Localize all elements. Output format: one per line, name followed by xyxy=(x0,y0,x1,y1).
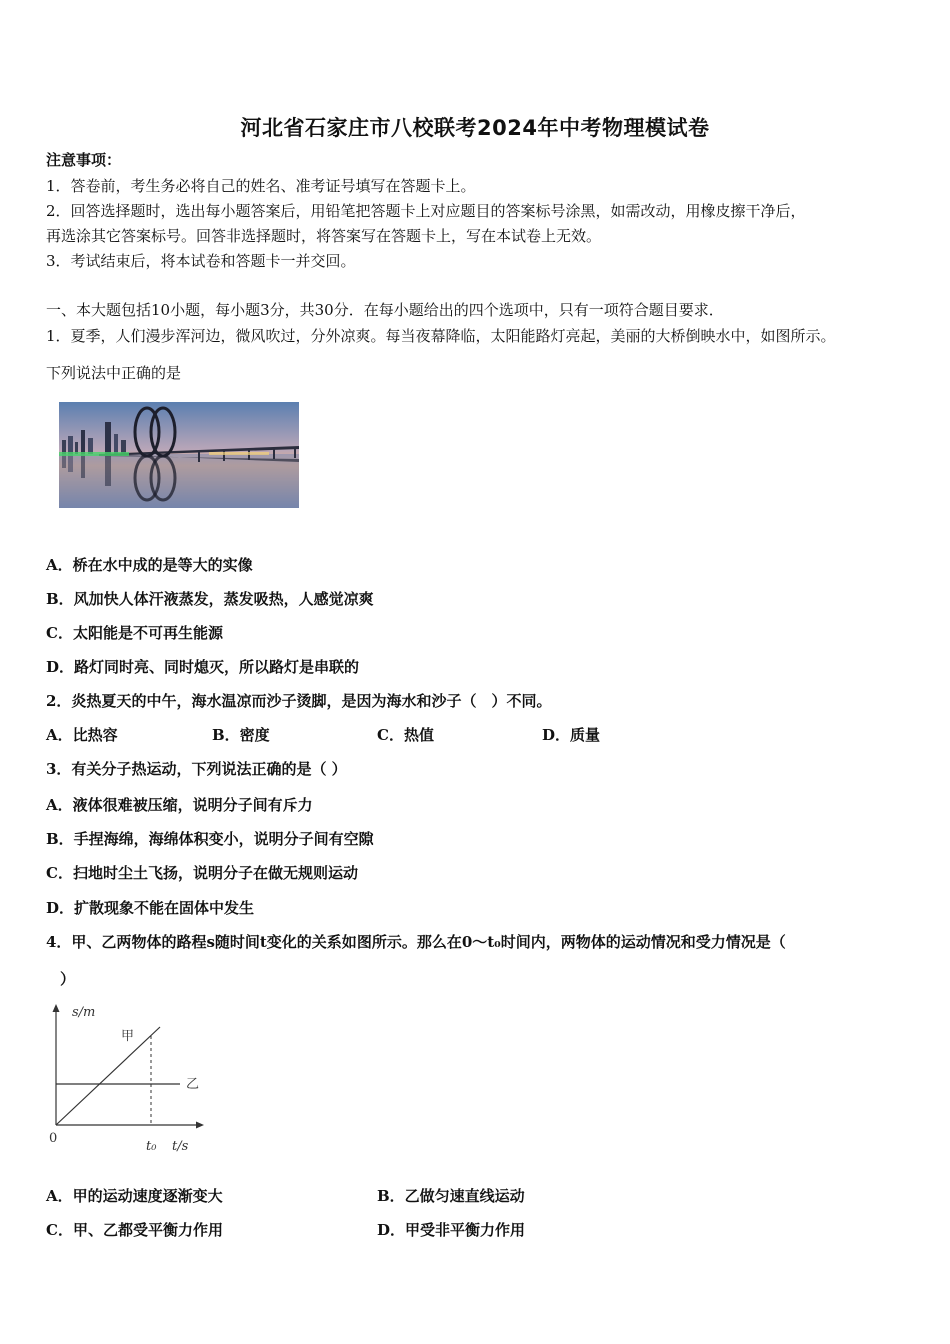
bridge-photo xyxy=(59,402,299,508)
q4-option-b: B．乙做匀速直线运动 xyxy=(377,1187,525,1205)
notice-2-cont: 再选涂其它答案标号。回答非选择题时，将答案写在答题卡上，写在本试卷上无效。 xyxy=(46,227,602,245)
q2-option-d: D．质量 xyxy=(542,726,601,744)
q3-option-d: D．扩散现象不能在固体中发生 xyxy=(46,899,255,917)
q4-option-c: C．甲、乙都受平衡力作用 xyxy=(46,1221,223,1239)
x-axis-label: t/s xyxy=(172,1139,189,1154)
q3-option-c: C．扫地时尘土飞扬，说明分子在做无规则运动 xyxy=(46,864,358,882)
label-yi: 乙 xyxy=(186,1077,200,1092)
notice-3: 3．考试结束后，将本试卷和答题卡一并交回。 xyxy=(46,252,356,270)
q2-option-c: C．热值 xyxy=(377,726,434,744)
q4-stem: 4．甲、乙两物体的路程s随时间t变化的关系如图所示。那么在0～t₀时间内，两物体的运动情况和受力情况是（ xyxy=(46,933,786,951)
q1-stem-2: 下列说法中正确的是 xyxy=(46,364,182,382)
t0-label: t₀ xyxy=(146,1139,157,1154)
origin-label: 0 xyxy=(49,1131,58,1146)
page-title: 河北省石家庄市八校联考2024年中考物理模试卷 xyxy=(240,116,710,140)
q4-option-a: A．甲的运动速度逐渐变大 xyxy=(46,1187,223,1205)
q4-option-d: D．甲受非平衡力作用 xyxy=(377,1221,526,1239)
q1-option-d: D．路灯同时亮、同时熄灭，所以路灯是串联的 xyxy=(46,658,360,676)
q2-stem: 2．炎热夏天的中午，海水温凉而沙子烫脚，是因为海水和沙子（ ）不同。 xyxy=(46,692,552,710)
q3-stem: 3．有关分子热运动，下列说法正确的是（ ） xyxy=(46,760,347,778)
label-jia: 甲 xyxy=(121,1029,135,1044)
st-graph xyxy=(40,1000,210,1160)
q3-option-a: A．液体很难被压缩，说明分子间有斥力 xyxy=(46,796,313,814)
q1-option-c: C．太阳能是不可再生能源 xyxy=(46,624,223,642)
q2-option-a: A．比热容 xyxy=(46,726,118,744)
notice-heading: 注意事项： xyxy=(46,151,122,169)
q4-stem-end: ） xyxy=(60,970,76,988)
q1-option-a: A．桥在水中成的是等大的实像 xyxy=(46,556,253,574)
line-jia xyxy=(56,1027,160,1125)
q3-option-b: B．手捏海绵，海绵体积变小，说明分子间有空隙 xyxy=(46,830,374,848)
notice-2: 2．回答选择题时，选出每小题答案后，用铅笔把答题卡上对应题目的答案标号涂黑，如需改动，用橡皮擦干净后， xyxy=(46,202,806,220)
y-axis-label: s/m xyxy=(72,1005,96,1020)
q1-option-b: B．风加快人体汗液蒸发，蒸发吸热，人感觉凉爽 xyxy=(46,590,374,608)
y-axis-arrow xyxy=(53,1004,60,1012)
section-heading: 一、本大题包括10小题，每小题3分，共30分．在每小题给出的四个选项中，只有一项符合题目要求． xyxy=(46,301,724,319)
q2-option-b: B．密度 xyxy=(212,726,270,744)
x-axis-arrow xyxy=(196,1122,204,1129)
notice-1: 1．答卷前，考生务必将自己的姓名、准考证号填写在答题卡上。 xyxy=(46,177,476,195)
q1-stem: 1．夏季，人们漫步浑河边，微风吹过，分外凉爽。每当夜幕降临，太阳能路灯亮起，美丽的大桥倒映水中，如图所示。 xyxy=(46,327,836,345)
